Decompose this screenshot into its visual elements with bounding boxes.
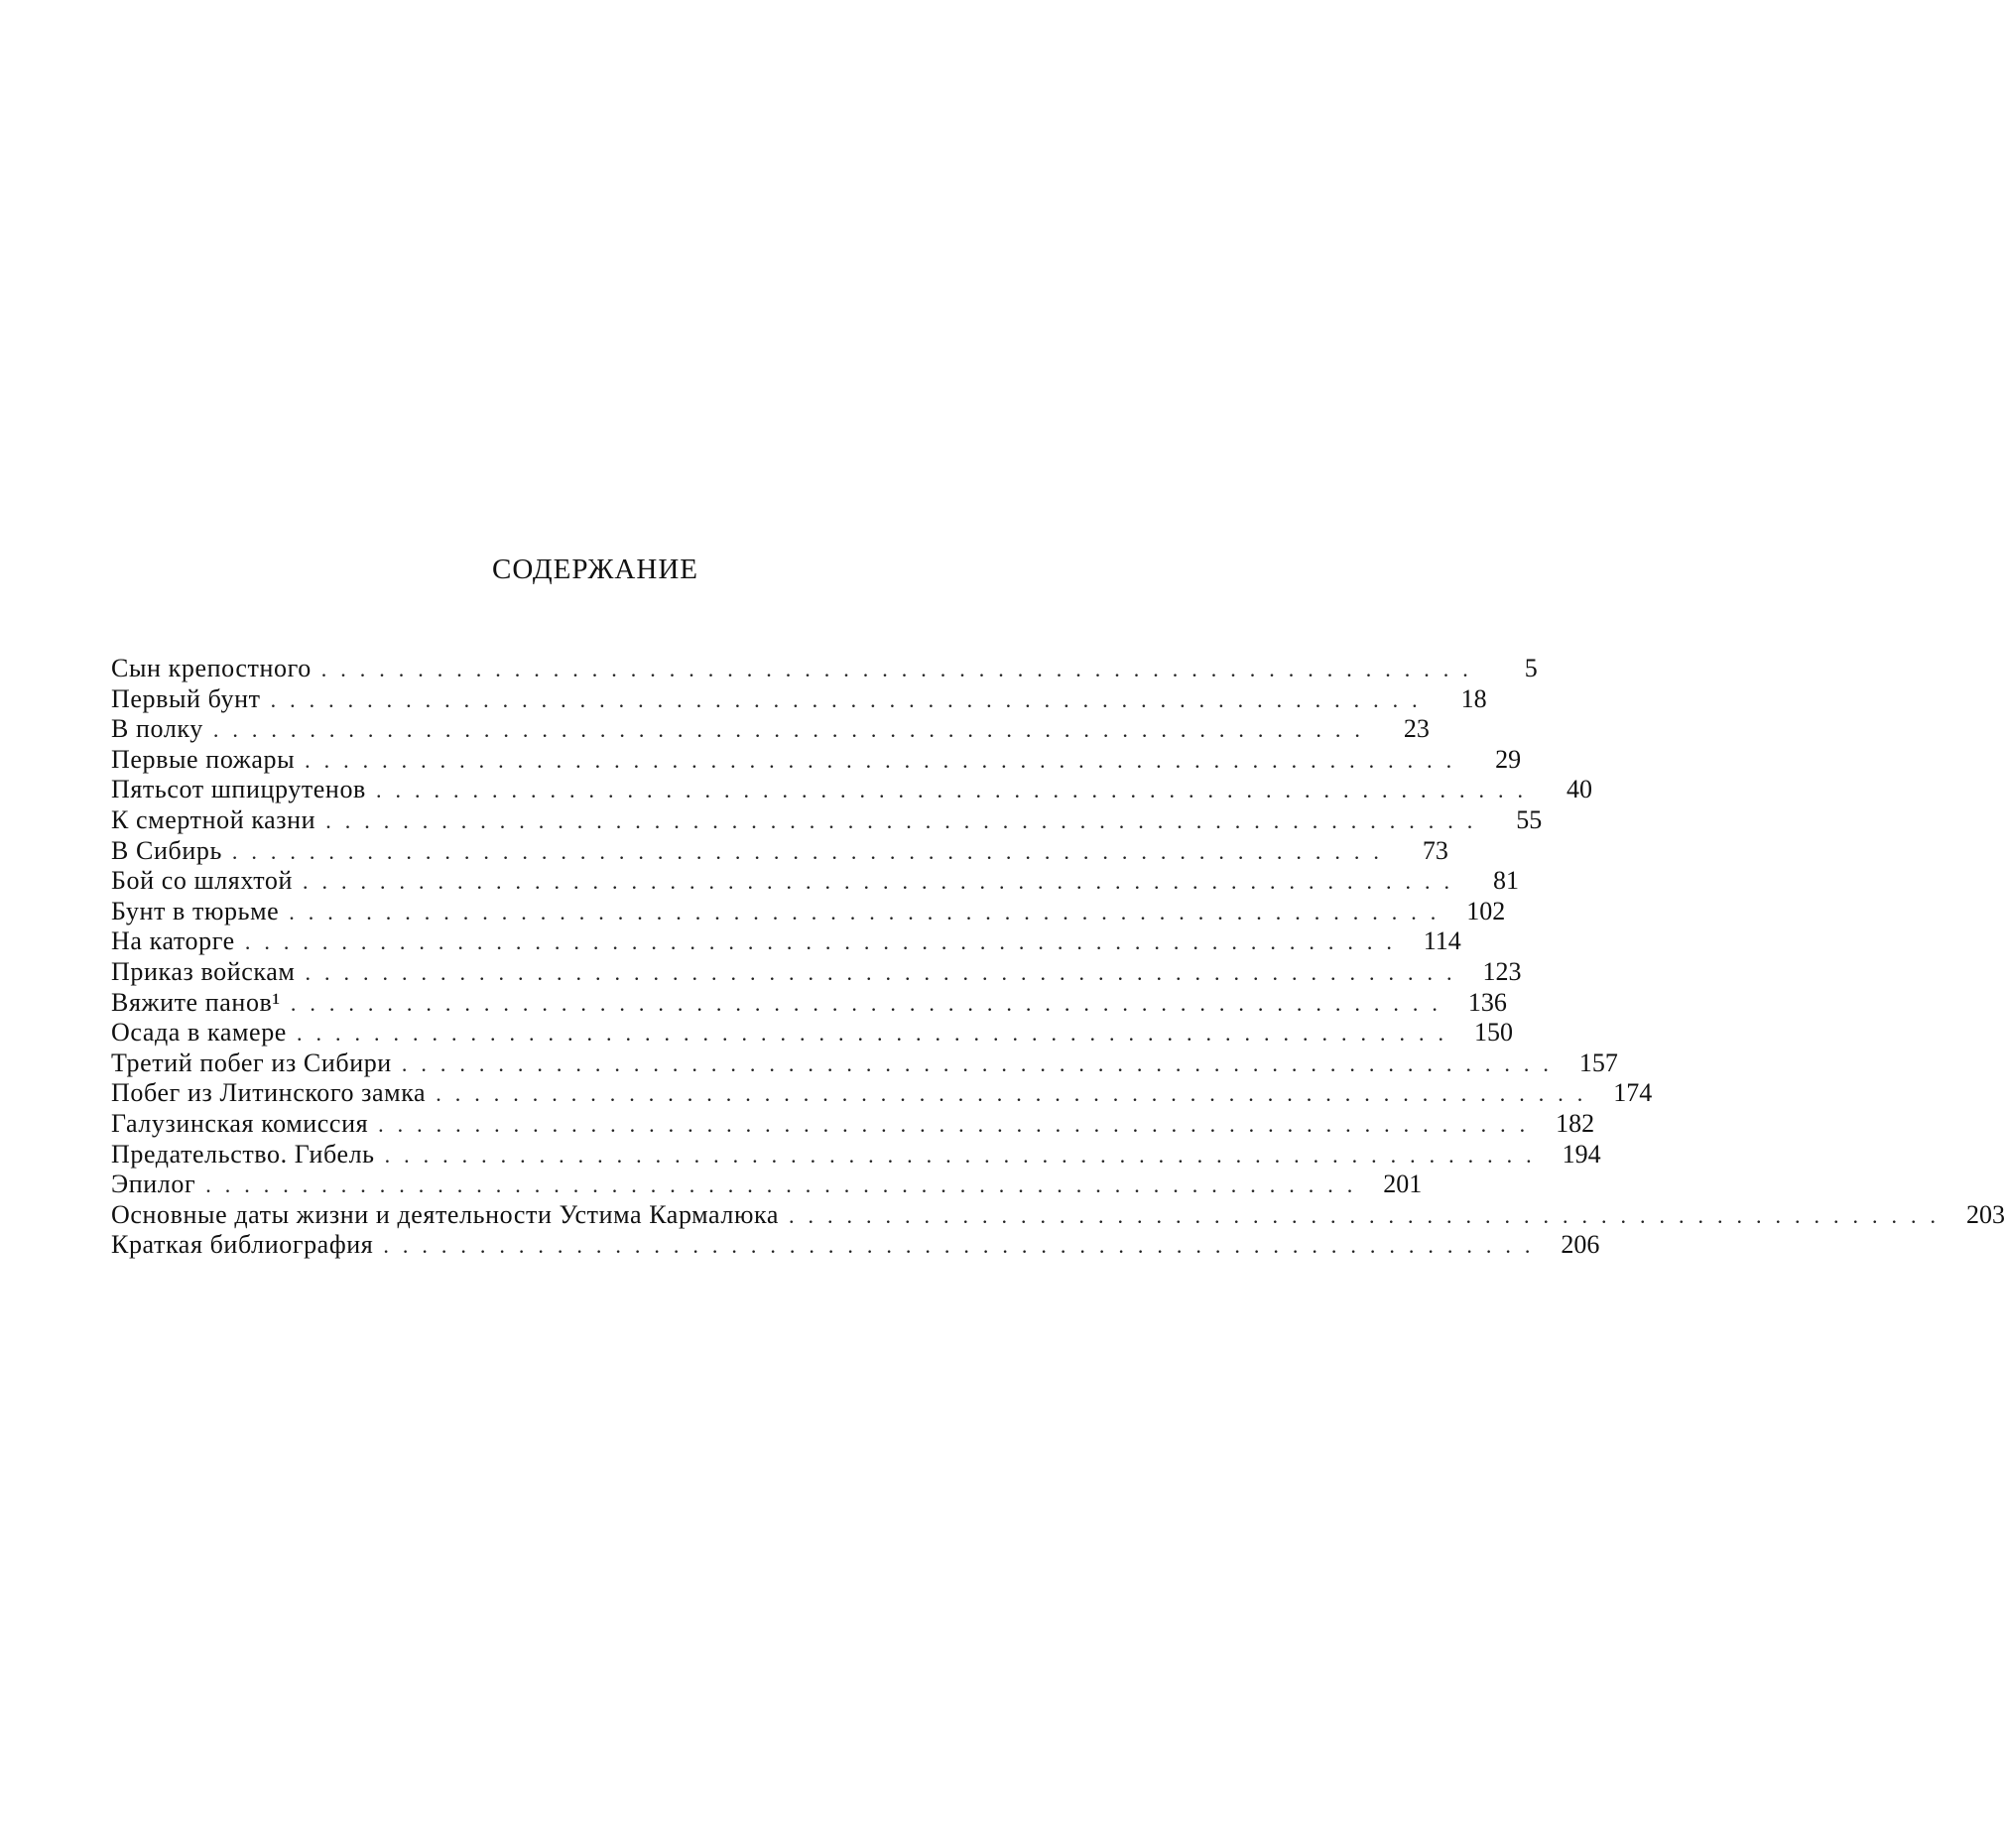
- dot-leader: ............................................................: [320, 657, 1482, 681]
- toc-entry-title: Предательство. Гибель: [111, 1139, 375, 1169]
- dot-leader: ............................................................: [305, 747, 1466, 773]
- dot-leader: ............................................................: [296, 1021, 1457, 1047]
- toc-page-number: 150: [1473, 1018, 1513, 1047]
- toc-list: [111, 654, 2005, 1261]
- toc-page-number: 29: [1495, 744, 1522, 774]
- toc-entry-title: В Сибирь: [111, 835, 222, 865]
- toc-page-number: 136: [1467, 987, 1507, 1017]
- toc-entry: [111, 683, 1487, 715]
- toc-page-number: 123: [1482, 956, 1522, 986]
- toc-entry-title: Пятьсот шпицрутенов: [111, 775, 366, 804]
- dot-leader: ............................................................: [325, 807, 1487, 833]
- toc-page-number: 203: [1965, 1199, 2005, 1229]
- toc-entry-title: На каторге: [111, 926, 235, 956]
- toc-entry: [111, 1047, 1618, 1079]
- dot-leader: ............................................................: [788, 1202, 1949, 1228]
- toc-entry: [111, 1018, 1513, 1048]
- toc-entry: [111, 866, 1520, 897]
- dot-leader: ............................................................: [270, 686, 1432, 712]
- toc-entry: [111, 987, 1507, 1019]
- dot-leader: ............................................................: [303, 869, 1464, 895]
- dot-leader: ............................................................: [205, 1172, 1367, 1198]
- toc-page-number: 81: [1493, 866, 1520, 896]
- toc-entry-title: Краткая библиография: [111, 1230, 374, 1260]
- toc-entry-title: К смертной казни: [111, 804, 316, 834]
- toc-entry-title: Бунт в тюрьме: [111, 896, 280, 925]
- toc-entry-title: Приказ войскам: [111, 956, 296, 986]
- toc-entry: [111, 926, 1461, 957]
- toc-entry-title: Первые пожары: [111, 744, 296, 774]
- toc-entry-title: Побег из Литинского замка: [111, 1078, 427, 1108]
- toc-page-number: 194: [1562, 1139, 1601, 1169]
- toc-entry-title: Осада в камере: [111, 1018, 287, 1047]
- toc-entry-title: Основные даты жизни и деятельности Устима Кармалюка: [111, 1199, 779, 1229]
- toc-entry-title: В полку: [111, 714, 203, 744]
- toc-entry: [111, 775, 1592, 805]
- toc-entry-title: Эпилог: [111, 1170, 196, 1199]
- toc-entry: [111, 1108, 1595, 1140]
- toc-entry: [111, 714, 1430, 745]
- dot-leader: ............................................................: [305, 959, 1466, 985]
- toc-entry-title: Галузинская комиссия: [111, 1108, 369, 1138]
- dot-leader: ............................................................: [401, 1050, 1563, 1076]
- dot-leader: ............................................................: [290, 990, 1451, 1016]
- toc-page-number: 157: [1578, 1047, 1618, 1077]
- dot-leader: ............................................................: [289, 899, 1450, 924]
- dot-leader: ............................................................: [436, 1081, 1597, 1107]
- toc-heading: СОДЕРЖАНИЕ: [492, 554, 698, 585]
- dot-leader: ............................................................: [231, 838, 1393, 864]
- toc-entry-title: Первый бунт: [111, 683, 261, 713]
- toc-entry: [111, 835, 1448, 867]
- toc-entry-title: Сын крепостного: [111, 654, 312, 682]
- toc-page-number: 55: [1516, 804, 1543, 834]
- toc-entry: [111, 956, 1522, 988]
- toc-entry: [111, 744, 1522, 776]
- toc-page-number: 182: [1556, 1108, 1595, 1138]
- toc-page-number: 174: [1613, 1078, 1653, 1108]
- toc-page-number: 73: [1422, 835, 1448, 865]
- toc-page-number: 40: [1566, 775, 1592, 804]
- toc-entry: [111, 1078, 1653, 1109]
- toc-entry: [111, 654, 1538, 684]
- dot-leader: ............................................................: [244, 929, 1406, 955]
- dot-leader: ............................................................: [383, 1233, 1545, 1259]
- toc-page-number: 201: [1383, 1170, 1423, 1199]
- toc-entry: [111, 1199, 2005, 1231]
- toc-entry: [111, 896, 1506, 927]
- toc-entry-title: Третий побег из Сибири: [111, 1047, 392, 1077]
- toc-entry: [111, 1139, 1601, 1170]
- dot-leader: ............................................................: [212, 717, 1374, 743]
- toc-page-number: 114: [1423, 926, 1461, 956]
- toc-page-number: 206: [1561, 1230, 1600, 1260]
- toc-page-number: 102: [1466, 896, 1506, 925]
- toc-entry: [111, 804, 1543, 836]
- dot-leader: ............................................................: [375, 778, 1537, 803]
- dot-leader: ............................................................: [378, 1111, 1540, 1137]
- toc-entry: [111, 1170, 1423, 1200]
- toc-page-number: 23: [1403, 714, 1430, 744]
- toc-page-number: 18: [1460, 683, 1487, 713]
- toc-entry-title: Бой со шляхтой: [111, 866, 294, 896]
- toc-entry: [111, 1230, 1600, 1261]
- toc-entry-title: Вяжите панов¹: [111, 987, 281, 1017]
- dot-leader: ............................................................: [384, 1142, 1546, 1168]
- toc-page-number: 5: [1524, 654, 1538, 682]
